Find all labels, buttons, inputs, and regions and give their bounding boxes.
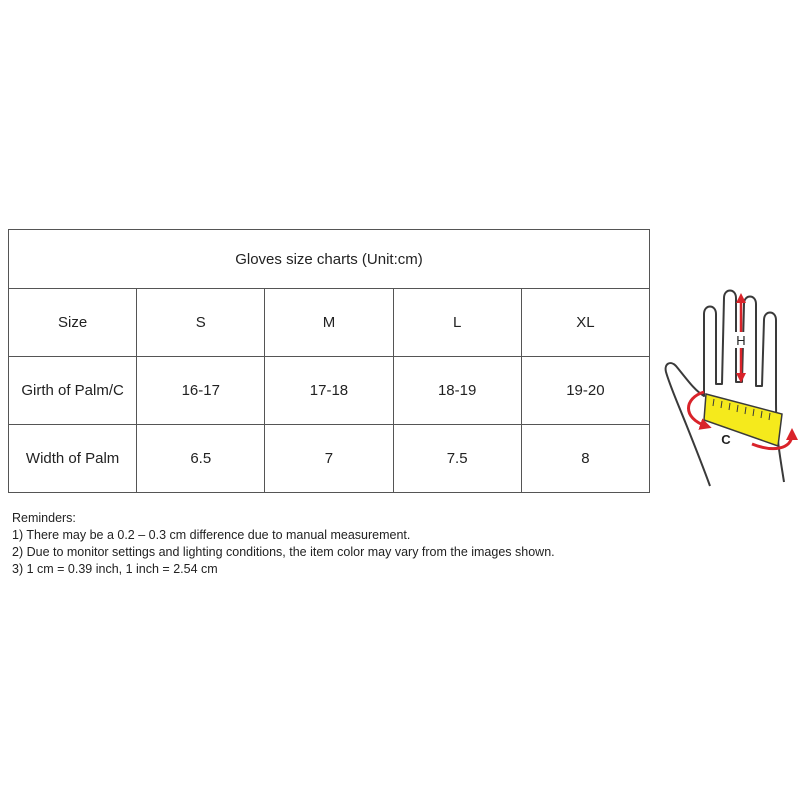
table-cell: L xyxy=(393,289,521,357)
hand-measurement-icon xyxy=(664,286,800,492)
hand-outline xyxy=(666,291,784,487)
measuring-tape xyxy=(704,394,782,446)
table-cell: 16-17 xyxy=(137,357,265,425)
table-cell: 17-18 xyxy=(265,357,393,425)
table-cell: M xyxy=(265,289,393,357)
size-chart-table xyxy=(8,229,650,493)
table-cell: 7.5 xyxy=(393,425,521,493)
circumference-label: C xyxy=(721,432,731,447)
table-cell: 18-19 xyxy=(393,357,521,425)
reminders-title: Reminders: xyxy=(12,511,76,525)
table-row-size xyxy=(9,289,650,357)
reminder-item: 3) 1 cm = 0.39 inch, 1 inch = 2.54 cm xyxy=(12,562,218,576)
row-label: Girth of Palm/C xyxy=(9,357,137,425)
table-cell: 8 xyxy=(521,425,649,493)
table-caption: Gloves size charts (Unit:cm) xyxy=(9,230,650,289)
table-cell: 7 xyxy=(265,425,393,493)
table-row-width xyxy=(9,425,650,493)
reminder-item: 2) Due to monitor settings and lighting conditions, the item color may vary from the images shown. xyxy=(12,545,555,559)
table-row-girth xyxy=(9,357,650,425)
row-label: Width of Palm xyxy=(9,425,137,493)
table-cell: S xyxy=(137,289,265,357)
table-cell: 19-20 xyxy=(521,357,649,425)
reminders-section xyxy=(12,510,652,578)
reminder-item: 1) There may be a 0.2 – 0.3 cm difference due to manual measurement. xyxy=(12,528,411,542)
height-label: H xyxy=(736,333,746,348)
table-caption-row xyxy=(9,230,650,289)
row-label: Size xyxy=(9,289,137,357)
table-cell: XL xyxy=(521,289,649,357)
circumference-arrow-left xyxy=(689,392,707,426)
table-cell: 6.5 xyxy=(137,425,265,493)
